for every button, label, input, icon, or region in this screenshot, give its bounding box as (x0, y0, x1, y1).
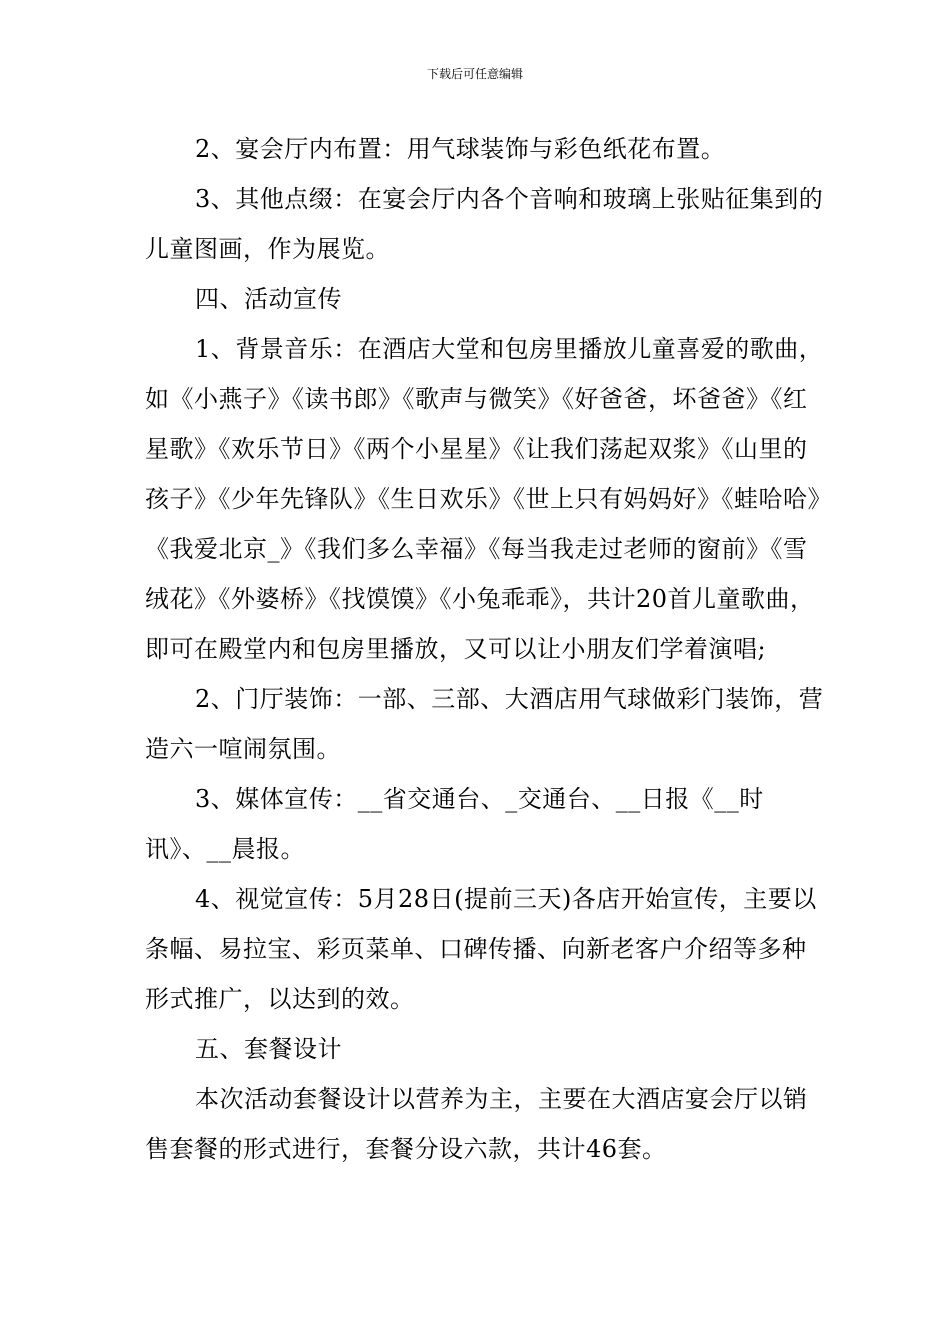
paragraph-set-meal-design: 本次活动套餐设计以营养为主，主要在大酒店宴会厅以销售套餐的形式进行，套餐分设六款，共计46套。 (145, 1085, 808, 1163)
page-header-note: 下载后可任意编辑 (426, 67, 523, 81)
paragraph-other-decoration: 3、其他点缀：在宴会厅内各个音响和玻璃上张贴征集到的儿童图画，作为展览。 (145, 185, 824, 263)
paragraph-media-promotion: 3、媒体宣传：__省交通台、_交通台、__日报《__时讯》、__晨报。 (145, 785, 764, 863)
document-body (145, 124, 825, 1174)
paragraph-background-music: 1、背景音乐：在酒店大堂和包房里播放儿童喜爱的歌曲，如《小燕子》《读书郎》《歌声与微笑》《好爸爸，坏爸爸》《红星歌》《欢乐节日》《两个小星星》《让我们荡起双浆》《山里的孩子》《少年先锋队》《生日欢乐》《世上只有妈妈好》《蛙哈哈》《我爱北京_》《我们多么幸福》《每当我走过老师的窗前》《雪绒花》《外婆桥》《找馍馍》《小兔乖乖》，共计20首儿童歌曲，即可在殿堂内和包房里播放，又可以让小朋友们学着演唱; (145, 335, 824, 663)
paragraph-visual-promotion: 4、视觉宣传：5月28日(提前三天)各店开始宣传，主要以条幅、易拉宝、彩页菜单、口碑传播、向新老客户介绍等多种形式推广，以达到的效。 (145, 885, 817, 1013)
section-heading-promotion: 四、活动宣传 (195, 285, 342, 313)
paragraph-lobby-decoration: 2、门厅装饰：一部、三部、大酒店用气球做彩门装饰，营造六一喧闹氛围。 (145, 685, 824, 763)
paragraph-hall-decoration: 2、宴会厅内布置：用气球装饰与彩色纸花布置。 (195, 135, 726, 163)
section-heading-set-meal: 五、套餐设计 (195, 1035, 342, 1063)
